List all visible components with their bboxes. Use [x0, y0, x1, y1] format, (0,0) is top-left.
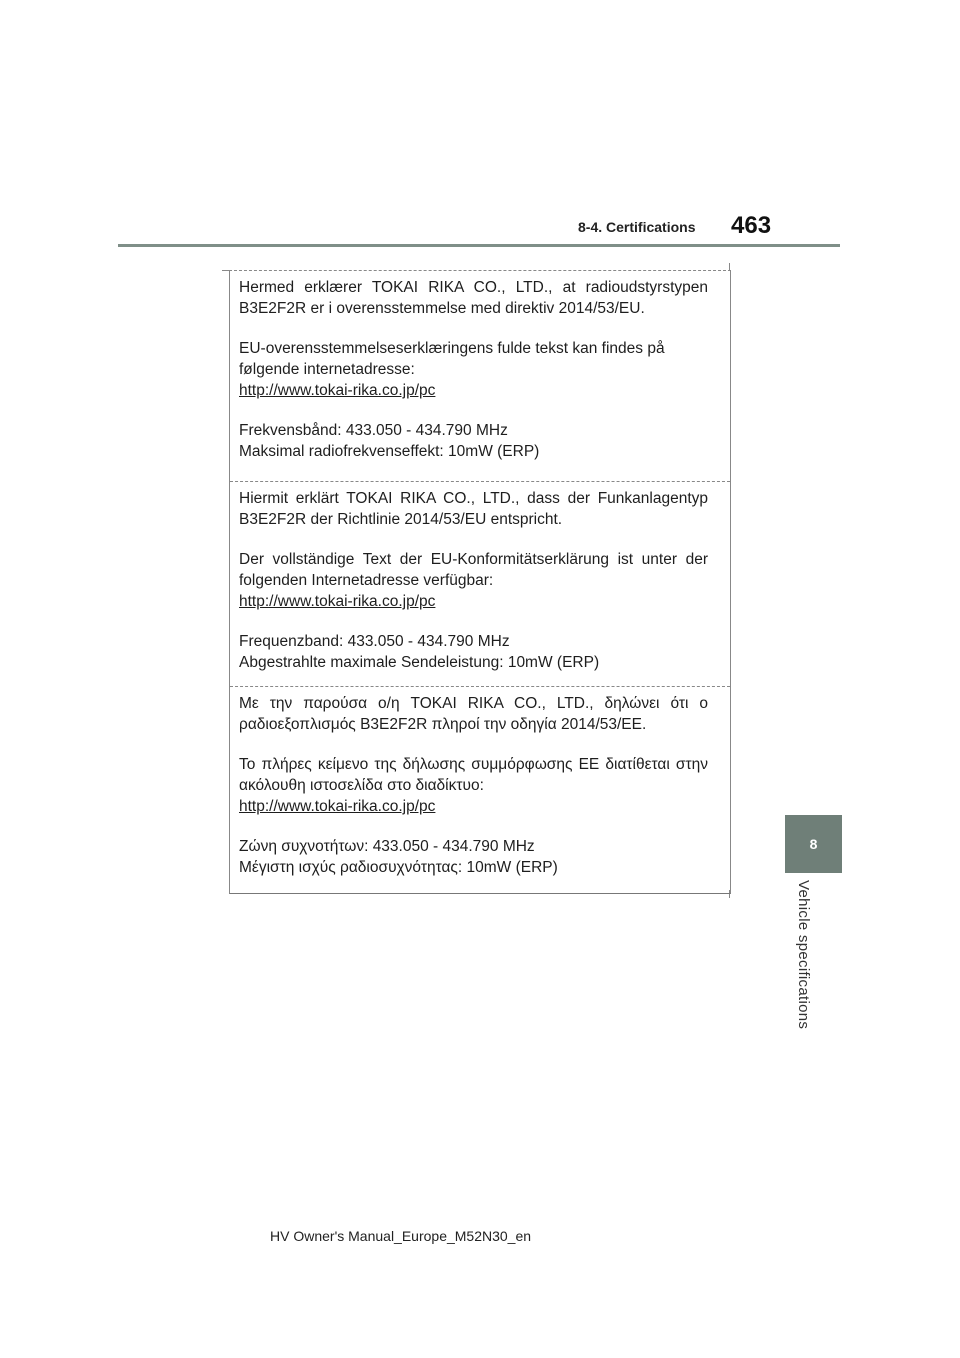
declaration-line: B3E2F2R er i overensstemmelse med direktiv 2014/53/EU.: [239, 300, 645, 317]
fulltext-line: EU-overensstemmelseserklæringens fulde tekst kan findes på: [239, 340, 665, 357]
doc-url-link[interactable]: http://www.tokai-rika.co.jp/pc: [239, 798, 436, 815]
declaration-line: B3E2F2R der Richtlinie 2014/53/EU entspricht.: [239, 511, 563, 528]
frequency-band: Frekvensbånd: 433.050 - 434.790 MHz: [239, 422, 508, 439]
declaration-line: Hermed erklærer TOKAI RIKA CO., LTD., at radioudstyrstypen: [239, 279, 708, 296]
doc-url-link[interactable]: http://www.tokai-rika.co.jp/pc: [239, 593, 436, 610]
certification-danish: [230, 271, 730, 481]
chapter-tab[interactable]: [785, 815, 842, 873]
max-power: Maksimal radiofrekvenseffekt: 10mW (ERP): [239, 443, 540, 460]
doc-url-link[interactable]: http://www.tokai-rika.co.jp/pc: [239, 382, 436, 399]
manual-footer: HV Owner's Manual_Europe_M52N30_en: [270, 1228, 532, 1244]
certification-greek: [230, 686, 730, 893]
fulltext-line: Der vollständige Text der EU-Konformitätserklärung ist unter der: [239, 551, 708, 568]
declaration-line: ραδιοεξοπλισμός B3E2F2R πληροί την οδηγία 2014/53/ΕΕ.: [239, 716, 647, 733]
declaration-line: Με την παρούσα ο/η TOKAI RIKA CO., LTD., δηλώνει ότι ο: [239, 695, 708, 712]
fulltext-line: ακόλουθη ιστοσελίδα στο διαδίκτυο:: [239, 777, 484, 794]
chapter-number: 8: [809, 836, 818, 852]
declaration-line: Hiermit erklärt TOKAI RIKA CO., LTD., dass der Funkanlagentyp: [239, 490, 708, 507]
section-title: 8-4. Certifications: [578, 219, 696, 235]
frequency-band: Frequenzband: 433.050 - 434.790 MHz: [239, 633, 510, 650]
max-power: Μέγιστη ισχύς ραδιοσυχνότητας: 10mW (ERP): [239, 859, 558, 876]
fulltext-line: Το πλήρες κείμενο της δήλωσης συμμόρφωσης ΕΕ διατίθεται στην: [239, 756, 708, 773]
certification-german: [230, 481, 730, 686]
frequency-band: Ζώνη συχνοτήτων: 433.050 - 434.790 MHz: [239, 838, 535, 855]
page-number: 463: [731, 212, 772, 239]
max-power: Abgestrahlte maximale Sendeleistung: 10mW (ERP): [239, 654, 600, 671]
fulltext-line: folgenden Internetadresse verfügbar:: [239, 572, 494, 589]
header-divider: [118, 244, 840, 247]
chapter-title: Vehicle specifications: [795, 880, 812, 1030]
fulltext-line: følgende internetadresse:: [239, 361, 415, 378]
certification-frame: [229, 270, 731, 894]
